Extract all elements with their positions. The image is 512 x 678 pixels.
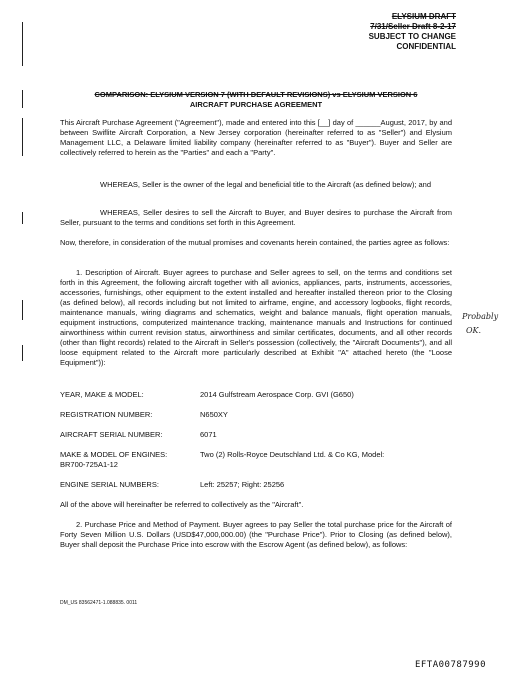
change-bar xyxy=(22,212,23,224)
aircraft-definition: All of the above will hereinafter be referred to collectively as the "Aircraft". xyxy=(60,500,304,509)
handwritten-note: OK. xyxy=(466,326,482,335)
document-title xyxy=(60,90,452,110)
whereas-paragraph: WHEREAS, Seller is the owner of the legal and beneficial title to the Aircraft (as defined below); and xyxy=(100,180,432,189)
change-bar xyxy=(22,345,23,361)
spec-label: ENGINE SERIAL NUMBERS: xyxy=(60,480,159,489)
section-2-paragraph: 2. Purchase Price and Method of Payment. Buyer agrees to pay Seller the total purchase price for the Aircraft of Forty Seven Million U.S. Dollars (USD$47,000,000.00) (the "Purchase Price"). Prior to Closing (as defined below), Buyer shall deposit the Purchase Price into escrow with the Escrow Agent (as defined below), as follows: xyxy=(60,520,452,549)
handwritten-note: Probably xyxy=(462,312,499,321)
spec-label: YEAR, MAKE & MODEL: xyxy=(60,390,144,399)
spec-value: Left: 25257; Right: 25256 xyxy=(200,480,285,489)
whereas-paragraph: WHEREAS, Seller desires to sell the Aircraft to Buyer, and Buyer desires to purchase the Aircraft from Seller, pursuant to the terms and conditions set forth in this Agreement. xyxy=(60,208,452,227)
spec-label: MAKE & MODEL OF ENGINES: xyxy=(60,450,168,459)
draft-header xyxy=(369,12,456,52)
spec-value: Two (2) Rolls-Royce Deutschland Ltd. & Co KG, Model: xyxy=(200,450,385,459)
bates-stamp: EFTA00787990 xyxy=(414,660,486,670)
spec-label: REGISTRATION NUMBER: xyxy=(60,410,153,419)
title-strike: COMPARISON: ELYSIUM VERSION 7 (WITH DEFAULT REVISIONS) vs ELYSIUM VERSION 6 xyxy=(94,90,418,99)
spec-label: BR700-725A1-12 xyxy=(60,460,118,469)
change-bar xyxy=(22,22,23,66)
section-1-paragraph: 1. Description of Aircraft. Buyer agrees to purchase and Seller agrees to sell, on the terms and conditions set forth in this Agreement, the following aircraft together with all avionics, appliances, parts, instruments, accessories, accessories, furnishings, other equipment to the extent installed and hereafter installed thereon prior to the Closing (as defined below), all records including but not limited to airframe, engine, and accessory logbooks, flight records, maintenance manuals, wiring diagrams and schematics, weight and balance manuals, flight operation manuals, equipment instructions, computerized maintenance tracking, maintenance manuals and Instructions for continued airworthiness within current revision status, airworthiness and similar certificates, documents, and all other records (other than flight records) related to the Aircraft in Seller's possession (collectively, the "Aircraft Documents"), and all loose equipment related to the Aircraft more particularly described at Exhibit "A" attached hereto (the "Loose Equipment")): xyxy=(60,268,452,367)
header-line: ELYSIUM DRAFT xyxy=(391,12,456,21)
doc-footer: DM_US 83562471-1.088835. 0011 xyxy=(60,600,138,606)
now-therefore-paragraph: Now, therefore, in consideration of the mutual promises and covenants herein contained, the parties agree as follows: xyxy=(60,238,450,247)
spec-value: 6071 xyxy=(200,430,217,439)
header-line: SUBJECT TO CHANGE xyxy=(368,32,456,41)
spec-label: AIRCRAFT SERIAL NUMBER: xyxy=(60,430,163,439)
change-bar xyxy=(22,118,23,156)
spec-value: N650XY xyxy=(200,410,228,419)
spec-value: 2014 Gulfstream Aerospace Corp. GVI (G650) xyxy=(200,390,354,399)
intro-paragraph: This Aircraft Purchase Agreement ("Agreement"), made and entered into this [__] day of ______August, 2017, by and between Swiflite Aircraft Corporation, a New Jersey corporation (hereinafter referred to as "Seller") and Elysium Management LLC, a Delaware limited liability company (hereinafter referred to as "Buyer"). Buyer and Seller are collectively referred to herein as the "Parties" and each a "Party". xyxy=(60,118,452,157)
change-bar xyxy=(22,90,23,108)
header-line: 7/31/Seller Draft 8-2-17 xyxy=(370,22,456,31)
header-line: CONFIDENTIAL xyxy=(396,42,456,51)
title-main: AIRCRAFT PURCHASE AGREEMENT xyxy=(189,100,323,109)
change-bar xyxy=(22,300,23,320)
